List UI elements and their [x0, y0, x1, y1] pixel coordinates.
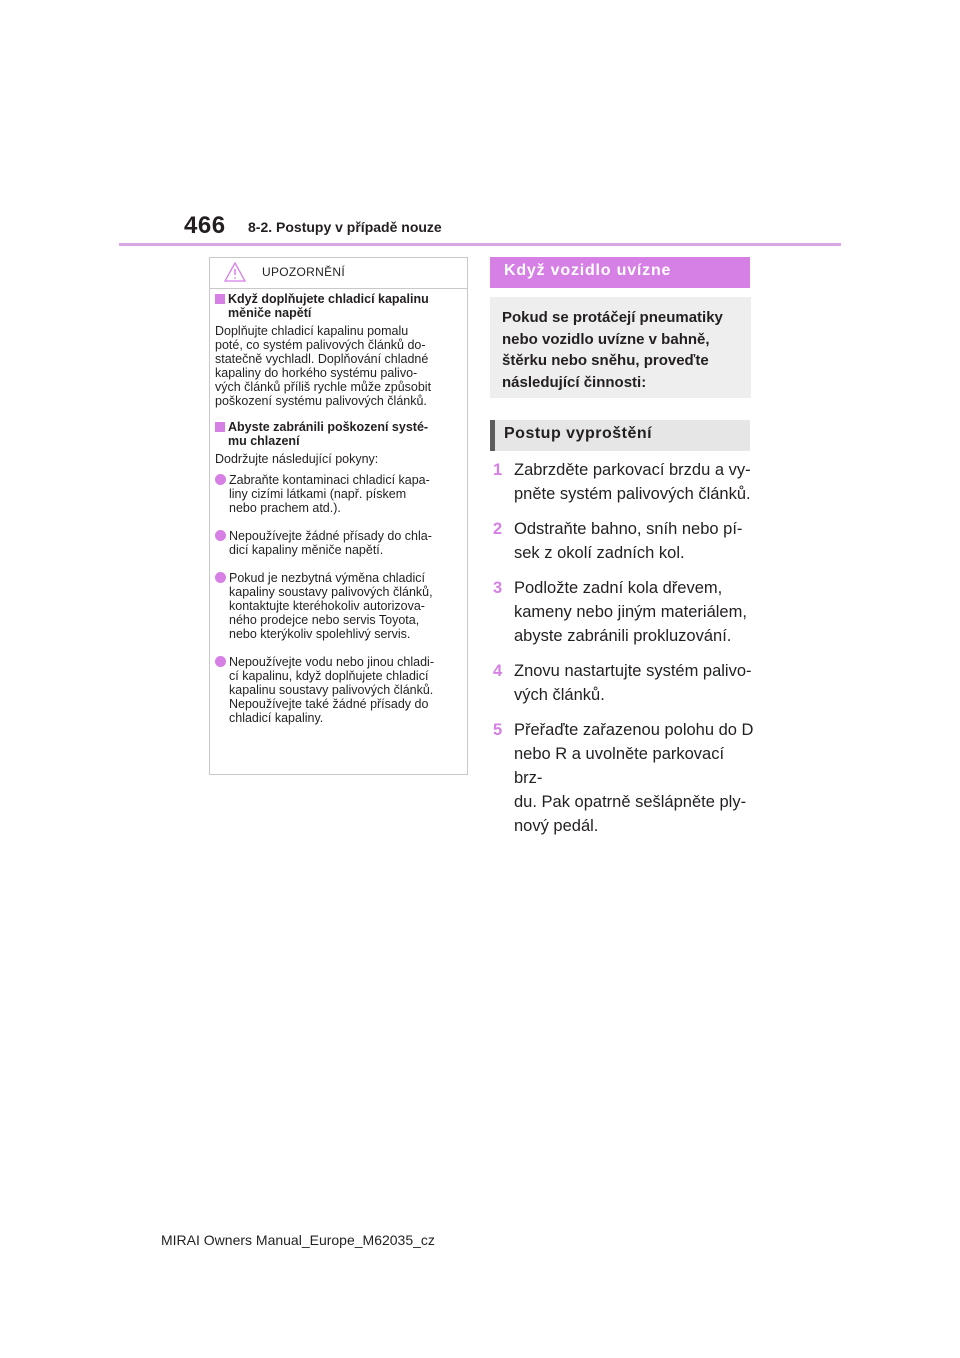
- step-number: 5: [493, 721, 503, 739]
- step-line: Podložte zadní kola dřevem,: [514, 579, 723, 597]
- warning-header: [210, 258, 467, 289]
- warning-triangle-icon: [224, 262, 246, 282]
- text-line: Zabraňte kontaminaci chladicí kapa-: [229, 473, 430, 487]
- heading-line: Abyste zabránili poškození systé-: [228, 420, 429, 434]
- warning-heading-1: [215, 292, 465, 320]
- warning-bullet: [215, 655, 465, 725]
- circle-bullet-icon: [215, 474, 226, 485]
- circle-bullet-icon: [215, 530, 226, 541]
- text-line: kapaliny soustavy palivových článků,: [229, 585, 433, 599]
- warning-bullet: [215, 473, 465, 515]
- procedure-heading-bar: [490, 420, 495, 451]
- step-line: du. Pak opatrně sešlápněte ply-: [514, 793, 747, 811]
- section-banner-label: Když vozidlo uvízne: [504, 262, 672, 279]
- text-line: dicí kapaliny měniče napětí.: [229, 543, 384, 557]
- procedure-heading: [490, 420, 750, 451]
- step-item: [491, 517, 756, 565]
- warning-title: UPOZORNĚNÍ: [262, 265, 346, 279]
- step-line: abyste zabránili prokluzování.: [514, 627, 732, 645]
- warning-bullet: [215, 529, 465, 557]
- square-bullet-icon: [215, 294, 225, 304]
- intro-line: nebo vozidlo uvízne v bahně,: [502, 330, 710, 348]
- step-item: [491, 458, 756, 506]
- heading-line: Když doplňujete chladicí kapalinu: [228, 292, 429, 306]
- warning-bullet: [215, 571, 465, 641]
- step-item: [491, 659, 756, 707]
- procedure-steps: [491, 458, 756, 849]
- heading-line: mu chlazení: [228, 434, 300, 448]
- step-line: nový pedál.: [514, 817, 599, 835]
- text-line: kapalinu soustavy palivových článků.: [229, 683, 434, 697]
- text-line: Nepoužívejte žádné přísady do chla-: [229, 529, 432, 543]
- page-number: 466: [184, 212, 226, 239]
- text-line: liny cizími látkami (např. pískem: [229, 487, 407, 501]
- text-line: kapaliny do horkého systému palivo-: [215, 366, 418, 380]
- step-number: 4: [493, 662, 503, 680]
- warning-box: [209, 257, 468, 775]
- text-line: poté, co systém palivových článků do-: [215, 338, 426, 352]
- step-line: Přeřaďte zařazenou polohu do D: [514, 721, 754, 739]
- warning-paragraph-1: [215, 324, 465, 408]
- text-line: Nepoužívejte také žádné přísady do: [229, 697, 429, 711]
- warning-paragraph-2: [215, 452, 465, 466]
- step-line: vých článků.: [514, 686, 605, 704]
- step-line: pněte systém palivových článků.: [514, 485, 751, 503]
- step-number: 1: [493, 461, 503, 479]
- step-number: 3: [493, 579, 503, 597]
- text-line: poškození systému palivových článků.: [215, 394, 427, 408]
- step-line: Zabrzděte parkovací brzdu a vy-: [514, 461, 751, 479]
- step-number: 2: [493, 520, 503, 538]
- step-line: nebo R a uvolněte parkovací brz-: [514, 745, 725, 787]
- intro-line: štěrku nebo sněhu, proveďte: [502, 352, 709, 369]
- text-line: vých článků příliš rychle může způsobit: [215, 380, 432, 394]
- intro-line: následující činnosti:: [502, 373, 647, 391]
- section-banner: [490, 257, 750, 288]
- text-line: statečně vychladl. Doplňování chladné: [215, 352, 429, 366]
- warning-heading-2: [215, 420, 465, 448]
- step-item: [491, 718, 756, 838]
- text-line: Dodržujte následující pokyny:: [215, 452, 379, 466]
- step-line: kameny nebo jiným materiálem,: [514, 603, 747, 621]
- step-line: sek z okolí zadních kol.: [514, 544, 685, 562]
- heading-line: měniče napětí: [228, 306, 312, 320]
- step-line: Znovu nastartujte systém palivo-: [514, 662, 752, 680]
- text-line: chladicí kapaliny.: [229, 711, 324, 725]
- text-line: Nepoužívejte vodu nebo jinou chladi-: [229, 655, 434, 669]
- text-line: Doplňujte chladicí kapalinu pomalu: [215, 324, 409, 338]
- procedure-heading-label: Postup vyproštění: [504, 425, 653, 442]
- section-title: 8-2. Postupy v případě nouze: [248, 219, 442, 235]
- text-line: nebo kterýkoliv spolehlivý servis.: [229, 627, 411, 641]
- text-line: kontaktujte kteréhokoliv autorizova-: [229, 599, 425, 613]
- footer-text: MIRAI Owners Manual_Europe_M62035_cz: [161, 1232, 435, 1248]
- header-rule: [119, 243, 841, 246]
- text-line: Pokud je nezbytná výměna chladicí: [229, 571, 425, 585]
- circle-bullet-icon: [215, 572, 226, 583]
- intro-line: Pokud se protáčejí pneumatiky: [502, 309, 723, 326]
- text-line: ného prodejce nebo servis Toyota,: [229, 613, 420, 627]
- step-line: Odstraňte bahno, sníh nebo pí-: [514, 520, 743, 538]
- square-bullet-icon: [215, 422, 225, 432]
- text-line: cí kapalinu, když doplňujete chladicí: [229, 669, 429, 683]
- step-item: [491, 576, 756, 648]
- circle-bullet-icon: [215, 656, 226, 667]
- warning-content: [215, 292, 465, 725]
- intro-box: [490, 297, 751, 398]
- text-line: nebo prachem atd.).: [229, 501, 341, 515]
